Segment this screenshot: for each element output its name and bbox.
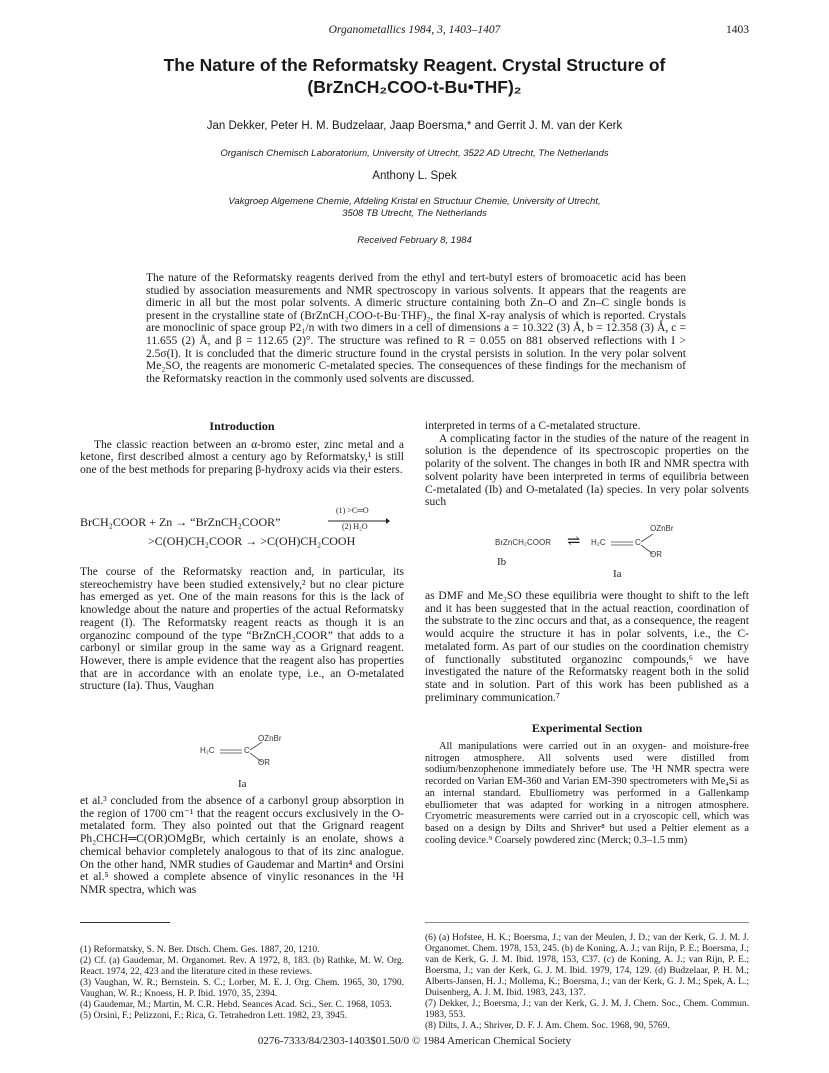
- structure-label-ia: Ia: [238, 778, 247, 790]
- experimental-section: [425, 722, 749, 847]
- right-paragraph-2: A complicating factor in the studies of the nature of the reagent in solution is the dependence of its spectroscopic properties on the polarity of the solvent. The changes in both IR and NMR spectra with solvent polarity have been interpreted in terms of equilibria between C-metalated (Ib) and O-metalated (Ia) species. In very polar solvents such: [425, 432, 749, 509]
- footnote-rule-left: [80, 922, 170, 923]
- right-column-top: [425, 420, 749, 509]
- intro-paragraph-3-block: [80, 795, 404, 897]
- footnote-5: (5) Orsini, F.; Pelizzoni, F.; Rica, G. Tetrahedron Lett. 1982, 23, 3945.: [80, 1011, 348, 1021]
- ozn-label: OZnBr: [258, 734, 282, 743]
- title-line-2: (BrZnCH₂COO-t-Bu•THF)₂: [307, 77, 522, 97]
- affiliation-1: Organisch Chemisch Laboratorium, University of Utrecht, 3522 AD Utrecht, The Netherlands: [220, 148, 609, 159]
- ib-formula: BrZnCH₂COOR: [495, 538, 551, 547]
- equilibrium-arrows: ⇌: [567, 533, 581, 550]
- footnote-6: (6) (a) Hofstee, H. K.; Boersma, J.; van der Meulen, J. D.; van der Kerk, G. J. M. J. Organomet. Chem. 1978, 153, 245. (b) de Koning, A. J.; van Rijn, P. E.; Boersma, J.; van de Kerk, G. J. M. Ibid. 1978, 153, C37. (c) de Koning, A. J.; van Rijn, P. E.; Boersma, J.; van der Kerk, G. J. M. Ibid. 1979, 174, 129. (d) Budzelaar, P. H. M.; Alberts-Jansen, H. J.; Mollema, K.; Boersma, J.; van der Kerk, G. J. M.; Spek, A. L.; Duisenberg, A. J. M. Ibid. 1983, 243, 137.: [425, 933, 749, 998]
- structure-label-ib: Ib: [497, 556, 507, 568]
- reaction-arrow: [328, 516, 390, 526]
- right-paragraph-1: interpreted in terms of a C-metalated structure.: [425, 420, 641, 432]
- footnotes-right: [425, 933, 749, 1032]
- experimental-heading: Experimental Section: [531, 721, 643, 735]
- experimental-paragraph-1: All manipulations were carried out in an oxygen- and moisture-free nitrogen atmosphere. All solvents used were distilled from sodium/benzophenone immediately before use. The ¹H NMR spectra were recorded on Varian EM-360 and Varian EM-390 spectrometers with Me₄Si as an internal standard. Ebulliometry was performed in a Gallenkamp ebulliometer that was adapted for working in a nitrogen atmosphere. Cryometric measurements were carried out in a cryoscopic cell, which was based on a design by Dilts and Shriver⁸ but used a Peltier element as a cooling device.⁹ Coarsely powdered zinc (Merck; 0.3–1.5 mm): [425, 740, 749, 847]
- footnote-1: (1) Reformatsky, S. N. Ber. Dtsch. Chem. Ges. 1887, 20, 1210.: [80, 945, 320, 955]
- intro-paragraph-2: The course of the Reformatsky reaction and, in particular, its stereochemistry have been studied extensively,² but no clear picture has emerged as yet. One of the main reasons for this is the lack of knowledge about the nature and properties of the actual Reformatsky reagent (I). The Reformatsky reagent reacts as though it is an organozinc compound of the type “BrZnCH₂COOR” that adds to a carbonyl or similar group in the same way as a Grignard reagent. However, there is ample evidence that the reagent also has properties that are in accordance with an enolate type, i.e., an O-metalated structure (Ia). Thus, Vaughan: [80, 566, 404, 693]
- intro-paragraph-1: The classic reaction between an α-bromo ester, zinc metal and a ketone, first described almost a century ago by Reformatsky,¹ is still one of the best methods for preparing β-hydroxy acids via their esters.: [80, 438, 404, 477]
- equation-step-1: (1) >C═O: [336, 506, 369, 515]
- footnote-8: (8) Dilts, J. A.; Shriver, D. F. J. Am. Chem. Soc. 1968, 90, 5769.: [425, 1021, 670, 1031]
- right-paragraph-3-block: [425, 590, 749, 704]
- article-title: [60, 54, 769, 98]
- equation-step-2: (2) H₂O: [342, 522, 368, 531]
- footnote-7: (7) Dekker, J.; Boersma, J.; van der Kerk, G. J. M. J. Chem. Soc., Chem. Commun. 1983, 553.: [425, 999, 749, 1020]
- footnote-2: (2) Cf. (a) Gaudemar, M. Organomet. Rev. A 1972, 8, 183. (b) Rathke, M. W. Org. React. 1974, 22, 423 and the literature cited in these reviews.: [80, 956, 404, 977]
- title-line-1: The Nature of the Reformatsky Reagent. Crystal Structure of: [163, 55, 666, 75]
- structure-label-ia-right: Ia: [613, 568, 622, 580]
- affiliation-2-line-1: Vakgroep Algemene Chemie, Afdeling Kristal en Structuur Chemie, University of Utrecht,: [228, 196, 601, 207]
- abstract: The nature of the Reformatsky reagents derived from the ethyl and tert-butyl esters of bromoacetic acid has been studied by association measurements and NMR spectroscopy in various solvents. It appears that the reagents are dimeric in all but the most polar solvents. A dimeric structure containing both Zn–O and Zn–C single bonds is present in the crystalline state of (BrZnCH₂COO-t-Bu·THF)₂, the final X-ray analysis of which is reported. Crystals are monoclinic of space group P2₁/n with two dimers in a cell of dimensions a = 10.322 (3) Å, b = 12.358 (3) Å, c = 11.655 (2) Å, and β = 112.65 (2)°. The structure was refined to R = 0.055 on 881 observed reflections with I > 2.5σ(I). It is concluded that the dimeric structure found in the crystal persists in solution. In the very polar solvent Me₂SO, the reagents are monomeric C-metalated species. The consequences of these findings for the mechanism of the Reformatsky reaction in the commonly used solvents are discussed.: [146, 272, 686, 385]
- authors: Jan Dekker, Peter H. M. Budzelaar, Jaap Boersma,* and Gerrit J. M. van der Kerk: [206, 120, 623, 132]
- footnote-rule-right: [425, 922, 749, 923]
- author-2: Anthony L. Spek: [372, 170, 457, 182]
- or-label: OR: [258, 758, 270, 767]
- intro-paragraph-2-block: [80, 566, 404, 693]
- ozn-label-right: OZnBr: [650, 524, 674, 533]
- footnote-3: (3) Vaughan, W. R.; Bernstein. S. C.; Lorber, M. E. J. Org. Chem. 1965, 30, 1790. Vaughan, W. R.; Knoess, H. P. Ibid. 1970, 35, 2394.: [80, 978, 404, 999]
- intro-paragraph-3: et al.³ concluded from the absence of a carbonyl group absorption in the region of 1700 cm⁻¹ that the reagent occurs exclusively in the O-metalated form. They also pointed out that the Grignard reagent Ph₂CHCH═C(OR)OMgBr, which certainly is an enolate, shows a chemical behavior completely analogous to that of its zinc analogue. On the other hand, NMR studies of Gaudemar and Martin⁴ and Orsini et al.⁵ showed a complete absence of vinylic resonances in the ¹H NMR spectra, which was: [80, 795, 404, 896]
- copyright-footer: 0276-7333/84/2303-1403$01.50/0 © 1984 American Chemical Society: [257, 1035, 572, 1047]
- page-number: 1403: [726, 24, 749, 36]
- h2c-label-right: H₂C: [591, 538, 606, 547]
- equation-left: BrCH₂COOR + Zn → “BrZnCH₂COOR”: [80, 515, 281, 529]
- right-paragraph-3: as DMF and Me₂SO these equilibria were thought to shift to the left and it has been suggested that in the actual reaction, coordination of the substrate to the zinc occurs and that, as a consequence, the reagent would acquire the structure it has in polar solvents, i.e., the C-metalated form. As part of our studies on the coordination chemistry of functionally substituted organozinc compounds,⁶ we have investigated the nature of the Reformatsky reagent both in the solid state and in solution. Part of this work has been published as a preliminary communication.⁷: [425, 590, 749, 704]
- structure-ia-left: H₂C C OZnBr OR Ia: [200, 734, 282, 790]
- received-date: Received February 8, 1984: [357, 235, 472, 246]
- footnote-4: (4) Gaudemar, M.; Martin, M. C.R. Hebd. Seances Acad. Sci., Ser. C. 1968, 1053.: [80, 1000, 392, 1010]
- running-header: Organometallics 1984, 3, 1403–1407: [328, 24, 501, 36]
- reaction-equation: [80, 506, 404, 550]
- affiliation-2-line-2: 3508 TB Utrecht, The Netherlands: [342, 208, 487, 219]
- structure-equilibrium: BrZnCH₂COOR ⇌ H₂C C OZnBr OR Ib Ia: [495, 524, 674, 580]
- intro-section: [80, 420, 404, 477]
- h2c-label: H₂C: [200, 746, 215, 755]
- footnotes-left: [80, 945, 404, 1022]
- intro-heading: Introduction: [209, 419, 275, 433]
- equation-line-2: >C(OH)CH₂COOR → >C(OH)CH₂COOH: [148, 534, 356, 548]
- or-label-right: OR: [650, 550, 662, 559]
